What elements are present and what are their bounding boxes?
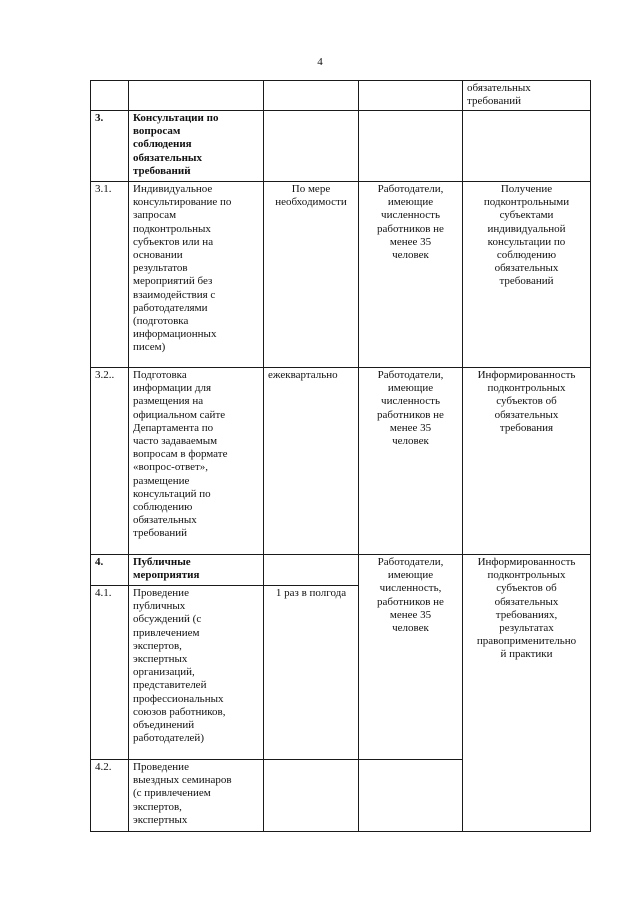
text-line: объединений [133,719,195,732]
text-line: публичных [133,600,186,613]
text-line: работников не [377,222,444,235]
text-line: субъектов или на [133,235,214,248]
cell-subjects [359,555,463,760]
text-line: часто задаваемым [133,435,218,448]
text-line: экспертов, [133,639,182,652]
text-line: имеющие [387,382,434,395]
text-line: размещение [133,474,190,487]
text-line: требованиях, [495,608,558,621]
text-line: обязательных [494,262,559,275]
text-line: требования [499,421,554,434]
text-line: соблюдению [496,249,557,262]
text-line: консультирование по [133,196,232,209]
text-line: требований [133,527,188,540]
text-line: результатов [133,262,188,275]
text-line: менее 35 [389,235,432,248]
cell-subjects [359,111,463,182]
text-line: Работодатели, [377,556,444,568]
cell-result [463,182,591,368]
text-line: (подготовка [133,315,189,328]
text-line: й практики [500,648,553,661]
text-line: работодателей) [133,732,204,745]
text-line: профессиональных [133,692,224,705]
text-line: работников не [377,408,444,421]
cell-result [463,555,591,832]
cell-term [264,111,359,182]
row-number: 3.2.. [91,368,129,555]
text-line: Получение [500,183,553,195]
text-line: имеющие [387,196,434,209]
text-line: соблюдению [133,501,193,514]
cell-result [463,111,591,182]
text-line: Работодатели, [377,183,444,195]
text-line: мероприятий без [133,275,213,288]
text-line: вопросам в формате [133,448,228,461]
text-line: численность [381,209,440,222]
text-line: обязательных [494,595,559,608]
table-row-section-4 [91,555,591,586]
text-line: менее 35 [389,421,432,434]
text-line: Проведение [133,761,189,773]
text-line: выездных семинаров [133,774,232,787]
text-line: Информированность [477,369,576,381]
row-number: 4.1. [91,586,129,760]
text-line: консультации по [487,235,566,248]
text-line: необходимости [275,196,347,209]
cell-name [129,182,264,368]
text-line: Консультации по [133,112,219,124]
text-line: имеющие [387,569,434,582]
cell-term [264,368,359,555]
cell-num [91,81,129,111]
text-line: организаций, [133,666,195,679]
table-row-3-2 [91,368,591,555]
table-row-section-3 [91,111,591,182]
text-line: субъектами [499,209,554,222]
text-line: субъектов об [496,395,557,408]
cell-result [463,368,591,555]
text-line: обязательных [467,82,531,94]
cell-name [129,760,264,832]
text-line: требований [499,275,554,288]
text-line: размещения на [133,395,204,408]
text-line: взаимодействия с [133,288,216,301]
table-row-continuation [91,81,591,111]
text-line: субъектов об [496,582,557,595]
cell-term [264,81,359,111]
text-line: требований [467,95,522,108]
text-line: экспертных [133,813,188,826]
text-line: подконтрольных [487,382,566,395]
text-line: Индивидуальное [133,183,213,195]
text-line: информационных [133,328,217,341]
text-line: основании [133,249,183,262]
text-line: правоприменительно [476,635,577,648]
text-line: представителей [133,679,207,692]
text-line: подконтрольными [483,196,570,209]
row-number: 4.2. [91,760,129,832]
text-line: работодателями [133,301,208,314]
cell-subjects [359,368,463,555]
cell-subjects [359,81,463,111]
cell-term [264,182,359,368]
text-line: запросам [133,209,177,222]
text-line: экспертных [133,653,188,666]
text-line: численность [381,395,440,408]
text-line: Проведение [133,587,189,599]
section-title [129,111,264,182]
page-number: 4 [317,56,323,68]
text-line: Департамента по [133,421,214,434]
text-line: экспертов, [133,800,182,813]
text-line: «вопрос-ответ», [133,461,209,474]
section-title [129,555,264,586]
text-line: Публичные [133,556,191,568]
text-line: обсуждений (с [133,613,202,626]
cell-result [463,81,591,111]
text-line: работников не [377,595,444,608]
text-line: мероприятия [133,569,200,582]
text-line: 1 раз в полгода [275,587,347,599]
text-line: (с привлечением [133,787,211,800]
text-line: консультаций по [133,487,211,500]
text-line: По мере [291,183,331,195]
text-line: ежеквартально [268,369,338,381]
row-number: 3.1. [91,182,129,368]
cell-term [264,586,359,760]
cell-term [264,555,359,586]
text-line: численность, [379,582,442,595]
text-line: информации для [133,382,212,395]
text-line: обязательных [494,408,559,421]
text-line: человек [392,622,429,635]
text-line: менее 35 [389,608,432,621]
text-line: подконтрольных [487,569,566,582]
text-line: индивидуальной [487,222,566,235]
cell-name [129,81,264,111]
text-line: писем) [133,341,166,354]
text-line: вопросам [133,125,181,138]
cell-subjects [359,182,463,368]
text-line: результатах [499,622,554,635]
text-line: подконтрольных [133,222,211,235]
text-line: привлечением [133,626,200,639]
text-line: Подготовка [133,369,187,381]
text-line: человек [392,435,429,448]
events-table [90,80,591,832]
text-line: человек [392,249,429,262]
cell-subjects [359,760,463,832]
table-row-3-1 [91,182,591,368]
text-line: союзов работников, [133,705,226,718]
section-number: 4. [91,555,129,586]
text-line: обязательных [133,151,203,164]
text-line: Информированность [477,556,576,568]
text-line: соблюдения [133,138,192,151]
cell-term [264,760,359,832]
text-line: обязательных [133,514,197,527]
cell-name [129,368,264,555]
cell-name [129,586,264,760]
text-line: официальном сайте [133,408,226,421]
text-line: требований [133,164,191,177]
text-line: Работодатели, [377,369,444,381]
section-number: 3. [91,111,129,182]
